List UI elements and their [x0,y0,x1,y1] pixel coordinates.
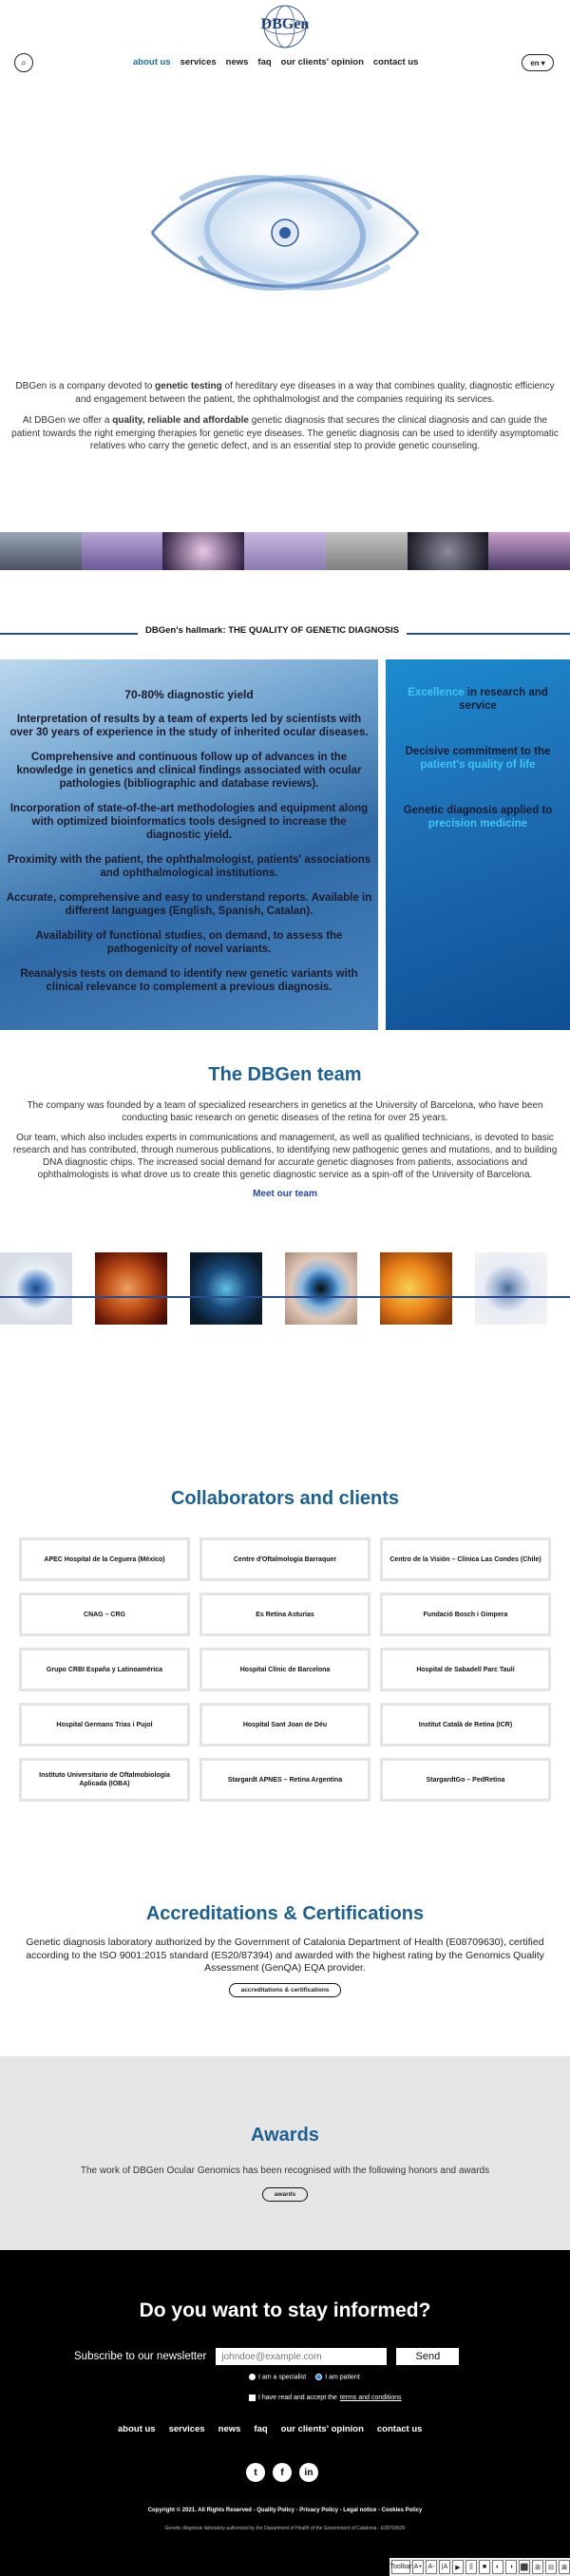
twitter-icon[interactable]: t [246,2463,265,2482]
reset-icon[interactable]: ⊠ [559,2560,570,2574]
readable-font-button[interactable]: |A [439,2560,450,2574]
collab-item[interactable]: Stargardt APNES – Retina Argentina [200,1758,370,1802]
awards-title: Awards [251,2125,319,2146]
main-nav [133,57,418,67]
newsletter-form [74,2348,459,2365]
hallmark-divider [0,623,570,642]
meet-our-team-link[interactable]: Meet our team [253,1189,317,1199]
font-decrease-button[interactable]: A- [426,2560,437,2574]
collab-item[interactable]: Hospital de Sabadell Parc Taulí [380,1648,551,1691]
intro-paragraph-2: At DBGen we offer a quality, reliable and affordable genetic diagnosis that secures the clinical diagnosis and can guide the patient towards the right emerging therapies for genetic eye diseases. The genetic diagnosis can be used to identify asymptomatic relatives who carry the genetic defect, and is an essential step to provide genetic counseling. [11,415,559,451]
awards-text: The work of DBGen Ocular Genomics has been recognised with the following honors and awards [80,2166,490,2176]
footer-nav [118,2424,422,2434]
collab-grid [19,1537,551,1802]
linkedin-icon[interactable]: in [299,2463,318,2482]
social-links [246,2463,318,2482]
footer-nav-clients-opinion[interactable]: our clients' opinion [280,2424,364,2434]
strip-image-city-night [488,532,570,570]
collab-item[interactable]: Institut Català de Retina (ICR) [380,1703,551,1746]
copyright-line: Copyright © 2021. All Rights Reserved - Quality Policy - Privacy Policy - Legal notice - Cookies Policy [147,2508,423,2513]
collab-item[interactable]: StargardtGo – PedRetina [380,1758,551,1802]
language-label: en [530,58,540,67]
strip-image-city [0,532,82,570]
team-photo-eye-blue[interactable] [0,1252,72,1325]
font-increase-button[interactable]: A+ [412,2560,424,2574]
nav-about-us[interactable]: about us [133,57,171,67]
value-precision: Genetic diagnosis applied to precision medicine [403,805,553,830]
site-header [0,0,570,86]
contrast-icon[interactable]: ◐ [492,2560,504,2574]
email-input[interactable] [216,2348,387,2365]
hero [0,86,570,352]
newsletter-label: Subscribe to our newsletter [74,2351,207,2362]
strip-image-castle [82,532,163,570]
collab-item[interactable]: APEC Hospital de la Ceguera (México) [19,1537,190,1581]
send-button[interactable]: Send [396,2348,459,2365]
nav-contact-us[interactable]: contact us [372,57,419,67]
quality-item: Proximity with the patient, the ophthalmologist, patients' associations and ophthalmological institutions. [7,854,371,879]
team-photo-digital-eye[interactable] [190,1252,262,1325]
accessibility-toolbar [390,2558,570,2576]
team-paragraph-1: The company was founded by a team of specialized researchers in genetics at the University of Barcelona, who have been conducting basic research on genetic diseases of the retina for over 25 years. [27,1100,543,1123]
accessibility-toolbar-label[interactable]: Toolbar [391,2560,410,2574]
value-commitment: Decisive commitment to the patient's quality of life [405,746,551,771]
accreditations-title: Accreditations & Certifications [145,1903,425,1924]
intro-paragraph-1: DBGen is a company devoted to genetic testing of hereditary eye diseases in a way that combines quality, diagnostic efficiency and engagement between the patient, the ophthalmologist and the companies requiring its services. [15,381,555,405]
accreditations-text: Genetic diagnosis laboratory authorized by the Government of Catalonia Department of Health (E08709630), certified according to the ISO 9001:2015 standard (ES20/87394) and awarded with the highest rating by the Genomics Quality Assessment (GenQA) EQA provider. [26,1937,544,1974]
collab-item[interactable]: Hospital Germans Trias i Pujol [19,1703,190,1746]
authorization-note: Genetic diagnosis laboratory authorized by the Department of Health of the Government of Catalonia - E08709630 [164,2526,406,2531]
quality-item: Availability of functional studies, on demand, to assess the pathogenicity of novel variants. [35,930,343,955]
collab-item[interactable]: Instituto Universitario de Oftalmobiología Aplicada (IOBA) [19,1758,190,1802]
accreditations-button[interactable]: accreditations & certifications [229,1983,342,1997]
quality-item: Reanalysis tests on demand to identify new genetic variants with clinical relevance to complement a previous diagnosis. [20,968,358,993]
accreditations-section [0,1903,570,1997]
team-divider [0,1296,570,1298]
team-paragraph-2: Our team, which also includes experts in communications and management, as well as qualified technicians, is devoted to basic research and has contributed, through numerous publications, to identifying new pathogenic genes and mutations, and to building DNA diagnostic chips. The increased social demand for accurate genetic diagnoses from patients, associations and ophthalmologists is what drove us to create this genetic diagnostic service as a spin-off of the University of Barcelona. [12,1133,558,1180]
logo-text: DBGen [260,16,310,32]
dark-mode-icon[interactable]: ⬛ [519,2560,530,2574]
collab-item[interactable]: CNAG – CRG [19,1593,190,1636]
quality-item: Accurate, comprehensive and easy to understand reports. Available in different languages (English, Spanish, Catalan). [6,892,372,917]
quality-item: Incorporation of state-of-the-art methodologies and equipment along with optimized bioinformatics tools designed to increase the diagnostic yield. [10,803,369,841]
collab-item[interactable]: Centro de la Visión – Clínica Las Condes (Chile) [380,1537,551,1581]
hallmark-title: DBGen's hallmark: THE QUALITY OF GENETIC DIAGNOSIS [138,625,407,636]
awards-button[interactable]: awards [262,2187,308,2202]
nav-services[interactable]: services [180,57,217,67]
collab-item[interactable]: Centre d'Oftalmologia Barraquer [200,1537,370,1581]
terms-checkbox[interactable]: I have read and accept the terms and conditions [249,2395,402,2401]
site-footer [0,2250,570,2576]
language-selector[interactable] [522,54,554,71]
team-photo-child-eye[interactable] [475,1252,547,1325]
quality-panel [0,659,378,1030]
quality-item: Comprehensive and continuous follow up of advances in the knowledge in genetics and clinical findings associated with ocular pathologies (bibliographic and database reviews). [16,752,362,790]
pause-icon[interactable]: || [466,2560,477,2574]
chevron-down-icon: ▾ [541,58,545,67]
team-section [0,1064,570,1199]
search-icon: ⌕ [21,57,27,68]
search-button[interactable] [14,53,33,72]
facebook-icon[interactable]: f [273,2463,292,2482]
footer-nav-about-us[interactable]: about us [118,2424,156,2434]
team-photo-eye-closeup[interactable] [285,1252,357,1325]
user-type-radios [249,2374,360,2380]
team-title: The DBGen team [208,1064,362,1085]
checkbox-icon [249,2395,256,2401]
team-photo-retina[interactable] [95,1252,167,1325]
strip-image-castle-2 [244,532,326,570]
footer-nav-faq[interactable]: faq [254,2424,268,2434]
zoom-in-icon[interactable]: ⊞ [532,2560,543,2574]
strip-image-dark-eye [408,532,489,570]
footer-title: Do you want to stay informed? [139,2299,431,2321]
intro-text [0,380,570,462]
collab-item[interactable]: Es Retina Asturias [200,1593,370,1636]
nav-news[interactable]: news [225,57,249,67]
eye-swirl-illustration [142,143,428,323]
footer-nav-news[interactable]: news [218,2424,241,2434]
value-excellence: Excellence in research and service [408,687,548,712]
nav-clients-opinion[interactable]: our clients' opinion [280,57,364,67]
collab-item[interactable]: Fundació Bosch i Gimpera [380,1593,551,1636]
stop-icon[interactable]: ■ [479,2560,490,2574]
zoom-out-icon[interactable]: ⊟ [545,2560,557,2574]
radio-specialist[interactable]: I am a specialist [249,2374,306,2380]
diagnostic-yield: 70-80% diagnostic yield [124,688,254,701]
play-icon[interactable]: ▶ [452,2560,464,2574]
invert-icon[interactable]: ◑ [505,2560,517,2574]
collab-item[interactable]: Hospital Sant Joan de Déu [200,1703,370,1746]
strip-image-eye [162,532,244,570]
quality-item: Interpretation of results by a team of experts led by scientists with over 30 years of experience in the study of inherited ocular diseases. [10,714,369,738]
awards-section [0,2056,570,2250]
team-photo-retina-scan[interactable] [380,1252,452,1325]
nav-faq[interactable]: faq [257,57,272,67]
values-panel [386,659,570,1030]
strip-image-grey [326,532,408,570]
radio-patient[interactable]: I am patient [315,2374,360,2380]
terms-link[interactable]: terms and conditions [339,2395,402,2401]
footer-nav-contact-us[interactable]: contact us [376,2424,423,2434]
footer-nav-services[interactable]: services [168,2424,205,2434]
collab-item[interactable]: Grupo CRBI España y Latinoamérica [19,1648,190,1691]
team-photos [0,1252,570,1325]
image-strip [0,532,570,570]
dbgen-logo[interactable] [258,4,312,53]
collab-title: Collaborators and clients [170,1488,400,1509]
collab-item[interactable]: Hospital Clínic de Barcelona [200,1648,370,1691]
